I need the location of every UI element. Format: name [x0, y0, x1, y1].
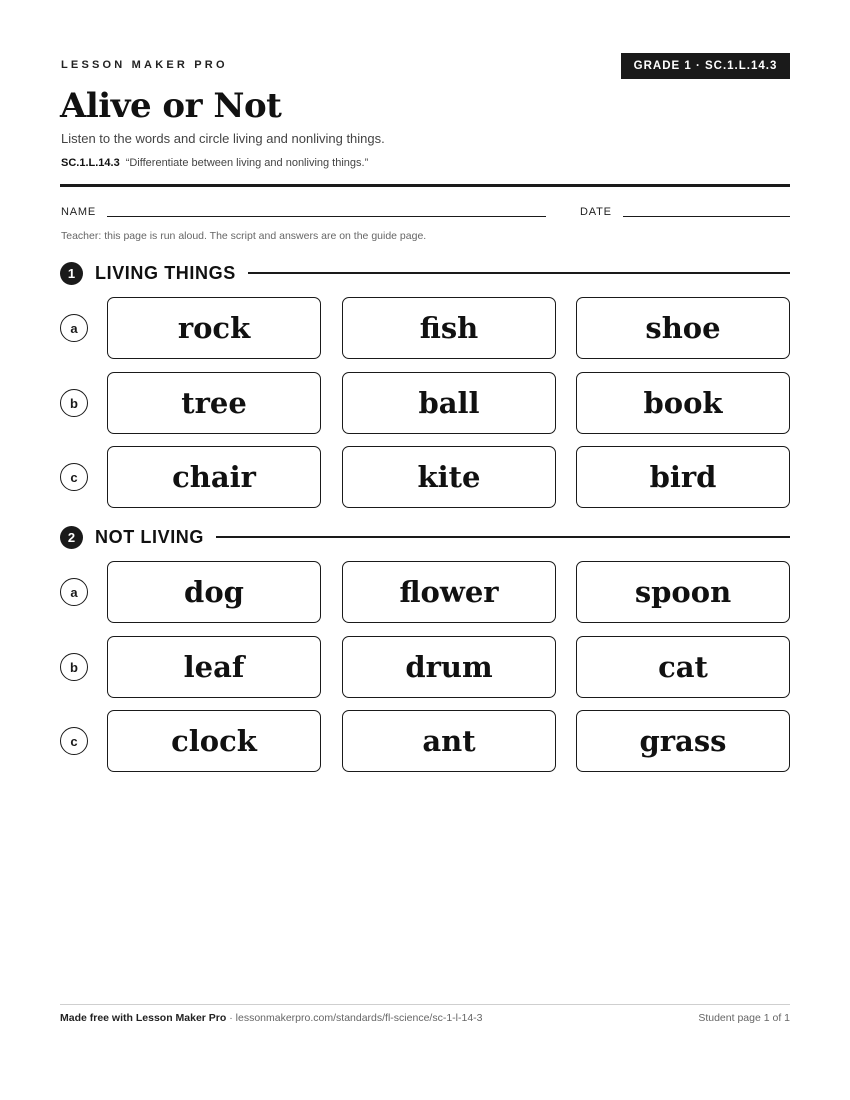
word-row [60, 710, 790, 772]
row-letter-badge: c [60, 463, 88, 491]
word-label: bird [649, 460, 717, 494]
page-number: Student page 1 of 1 [698, 1012, 790, 1024]
word-card[interactable] [576, 710, 790, 772]
word-label: kite [417, 460, 481, 494]
page-subtitle: Listen to the words and circle living and nonliving things. [61, 131, 385, 146]
row-letter-badge: a [60, 314, 88, 342]
word-label: chair [172, 460, 256, 494]
word-label: grass [639, 724, 727, 758]
word-row [60, 636, 790, 698]
word-label: tree [181, 386, 247, 420]
word-label: ball [418, 386, 480, 420]
word-row [60, 561, 790, 623]
word-card[interactable] [107, 710, 321, 772]
word-label: clock [171, 724, 257, 758]
footer-url-link[interactable]: lessonmakerpro.com/standards/fl-science/sc-1-l-14-3 [235, 1012, 483, 1024]
standard-code: SC.1.L.14.3 [61, 157, 120, 169]
footer-separator: · [226, 1012, 236, 1024]
footer-divider [60, 1004, 790, 1005]
name-field[interactable] [107, 216, 546, 217]
word-card[interactable] [342, 297, 556, 359]
word-card[interactable] [576, 636, 790, 698]
word-card[interactable] [576, 372, 790, 434]
section-divider [216, 536, 790, 538]
footer-made-with: Made free with Lesson Maker Pro [60, 1012, 227, 1024]
date-label: DATE [580, 206, 612, 218]
word-card[interactable] [342, 636, 556, 698]
header-divider [60, 184, 790, 187]
standard-line [61, 157, 368, 169]
section-divider [248, 272, 790, 274]
section-title: LIVING THINGS [95, 262, 236, 283]
word-label: shoe [645, 311, 721, 345]
page-title: Alive or Not [60, 86, 282, 126]
word-label: ant [422, 724, 476, 758]
word-card[interactable] [342, 561, 556, 623]
word-row [60, 446, 790, 508]
section-heading [60, 261, 790, 285]
word-row [60, 297, 790, 359]
row-letter-badge: a [60, 578, 88, 606]
date-field[interactable] [623, 216, 790, 217]
name-label: NAME [61, 206, 96, 218]
row-letter-badge: b [60, 389, 88, 417]
section-title: NOT LIVING [95, 526, 204, 547]
word-label: drum [405, 650, 493, 684]
section-number-badge: 2 [60, 526, 83, 549]
row-letter-badge: c [60, 727, 88, 755]
word-row [60, 372, 790, 434]
word-label: cat [658, 650, 708, 684]
word-label: fish [419, 311, 479, 345]
word-label: spoon [634, 575, 732, 609]
footer-credit [60, 1012, 483, 1024]
word-card[interactable] [107, 636, 321, 698]
word-card[interactable] [342, 446, 556, 508]
section-number-badge: 1 [60, 262, 83, 285]
section-heading [60, 525, 790, 549]
word-card[interactable] [107, 446, 321, 508]
word-label: book [643, 386, 723, 420]
word-card[interactable] [576, 297, 790, 359]
word-card[interactable] [107, 372, 321, 434]
word-card[interactable] [342, 710, 556, 772]
word-card[interactable] [576, 446, 790, 508]
word-label: flower [399, 575, 499, 609]
word-label: dog [184, 575, 244, 609]
word-card[interactable] [107, 297, 321, 359]
word-label: leaf [183, 650, 245, 684]
word-card[interactable] [342, 372, 556, 434]
word-label: rock [177, 311, 251, 345]
word-card[interactable] [576, 561, 790, 623]
brand-name: LESSON MAKER PRO [61, 59, 228, 71]
teacher-note: Teacher: this page is run aloud. The script and answers are on the guide page. [61, 230, 427, 242]
word-card[interactable] [107, 561, 321, 623]
row-letter-badge: b [60, 653, 88, 681]
grade-badge: GRADE 1 · SC.1.L.14.3 [621, 53, 790, 79]
standard-text: “Differentiate between living and nonliving things.” [125, 157, 369, 169]
